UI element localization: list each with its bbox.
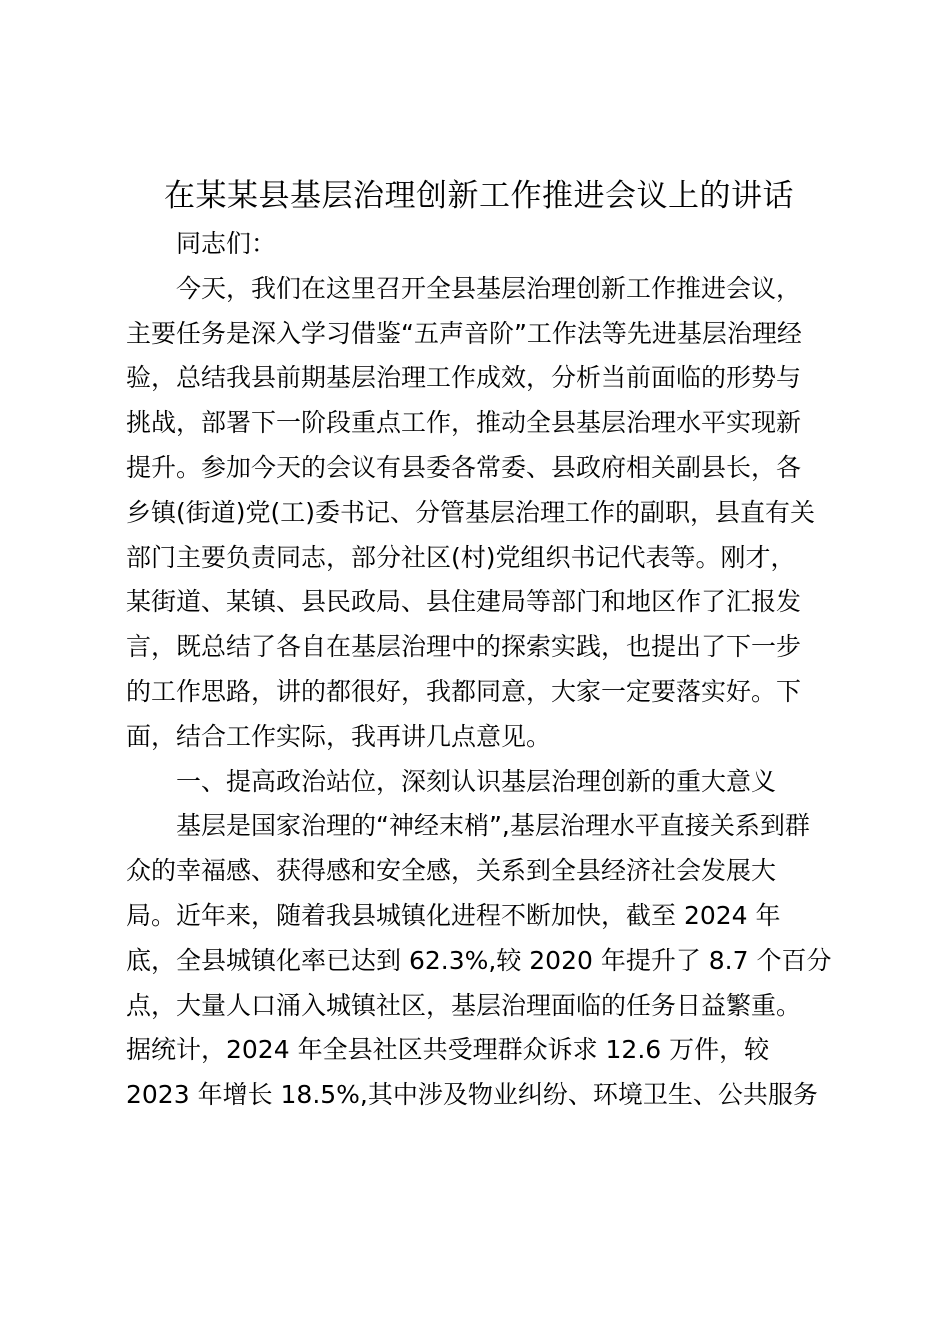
paragraph-line: 乡镇(街道)党(工)委书记、分管基层治理工作的副职，县直有关 [126,497,816,527]
paragraph-line: 众的幸福感、获得感和安全感，关系到全县经济社会发展大 [126,856,777,886]
paragraph-line: 点，大量人口涌入城镇社区，基层治理面临的任务日益繁重。 [126,990,802,1020]
document-page [126,170,832,1118]
paragraph-line: 某街道、某镇、县民政局、县住建局等部门和地区作了汇报发 [126,587,802,617]
document-title: 在某某县基层治理创新工作推进会议上的讲话 [164,178,794,214]
paragraph-line: 据统计，2024 年全县社区共受理群众诉求 12.6 万件，较 [126,1035,770,1065]
paragraph-line: 局。近年来，随着我县城镇化进程不断加快，截至 2024 年 [126,900,781,930]
paragraph-line: 挑战，部署下一阶段重点工作，推动全县基层治理水平实现新 [126,408,802,438]
paragraph-line: 今天，我们在这里召开全县基层治理创新工作推进会议， [176,273,802,303]
paragraph-line: 提升。参加今天的会议有县委各常委、县政府相关副县长，各 [126,452,802,482]
paragraph-line: 主要任务是深入学习借鉴“五声音阶”工作法等先进基层治理经 [126,318,802,348]
salutation: 同志们： [176,229,277,258]
paragraph-line: 言，既总结了各自在基层治理中的探索实践，也提出了下一步 [126,632,802,662]
paragraph-section1 [126,804,832,1118]
paragraph-line: 部门主要负责同志，部分社区(村)党组织书记代表等。刚才， [126,542,796,572]
paragraph-line: 底，全县城镇化率已达到 62.3%,较 2020 年提升了 8.7 个百分 [126,945,832,975]
section-heading: 一、提高政治站位，深刻认识基层治理创新的重大意义 [176,766,777,796]
paragraph-line: 面，结合工作实际，我再讲几点意见。 [126,721,552,751]
paragraph-line: 2023 年增长 18.5%,其中涉及物业纠纷、环境卫生、公共服务 [126,1080,818,1110]
paragraph-line: 的工作思路，讲的都很好，我都同意，大家一定要落实好。下 [126,676,802,706]
paragraph-opening [126,267,832,760]
paragraph-line: 基层是国家治理的“神经末梢”,基层治理水平直接关系到群 [176,811,810,841]
paragraph-line: 验，总结我县前期基层治理工作成效，分析当前面临的形势与 [126,363,802,393]
